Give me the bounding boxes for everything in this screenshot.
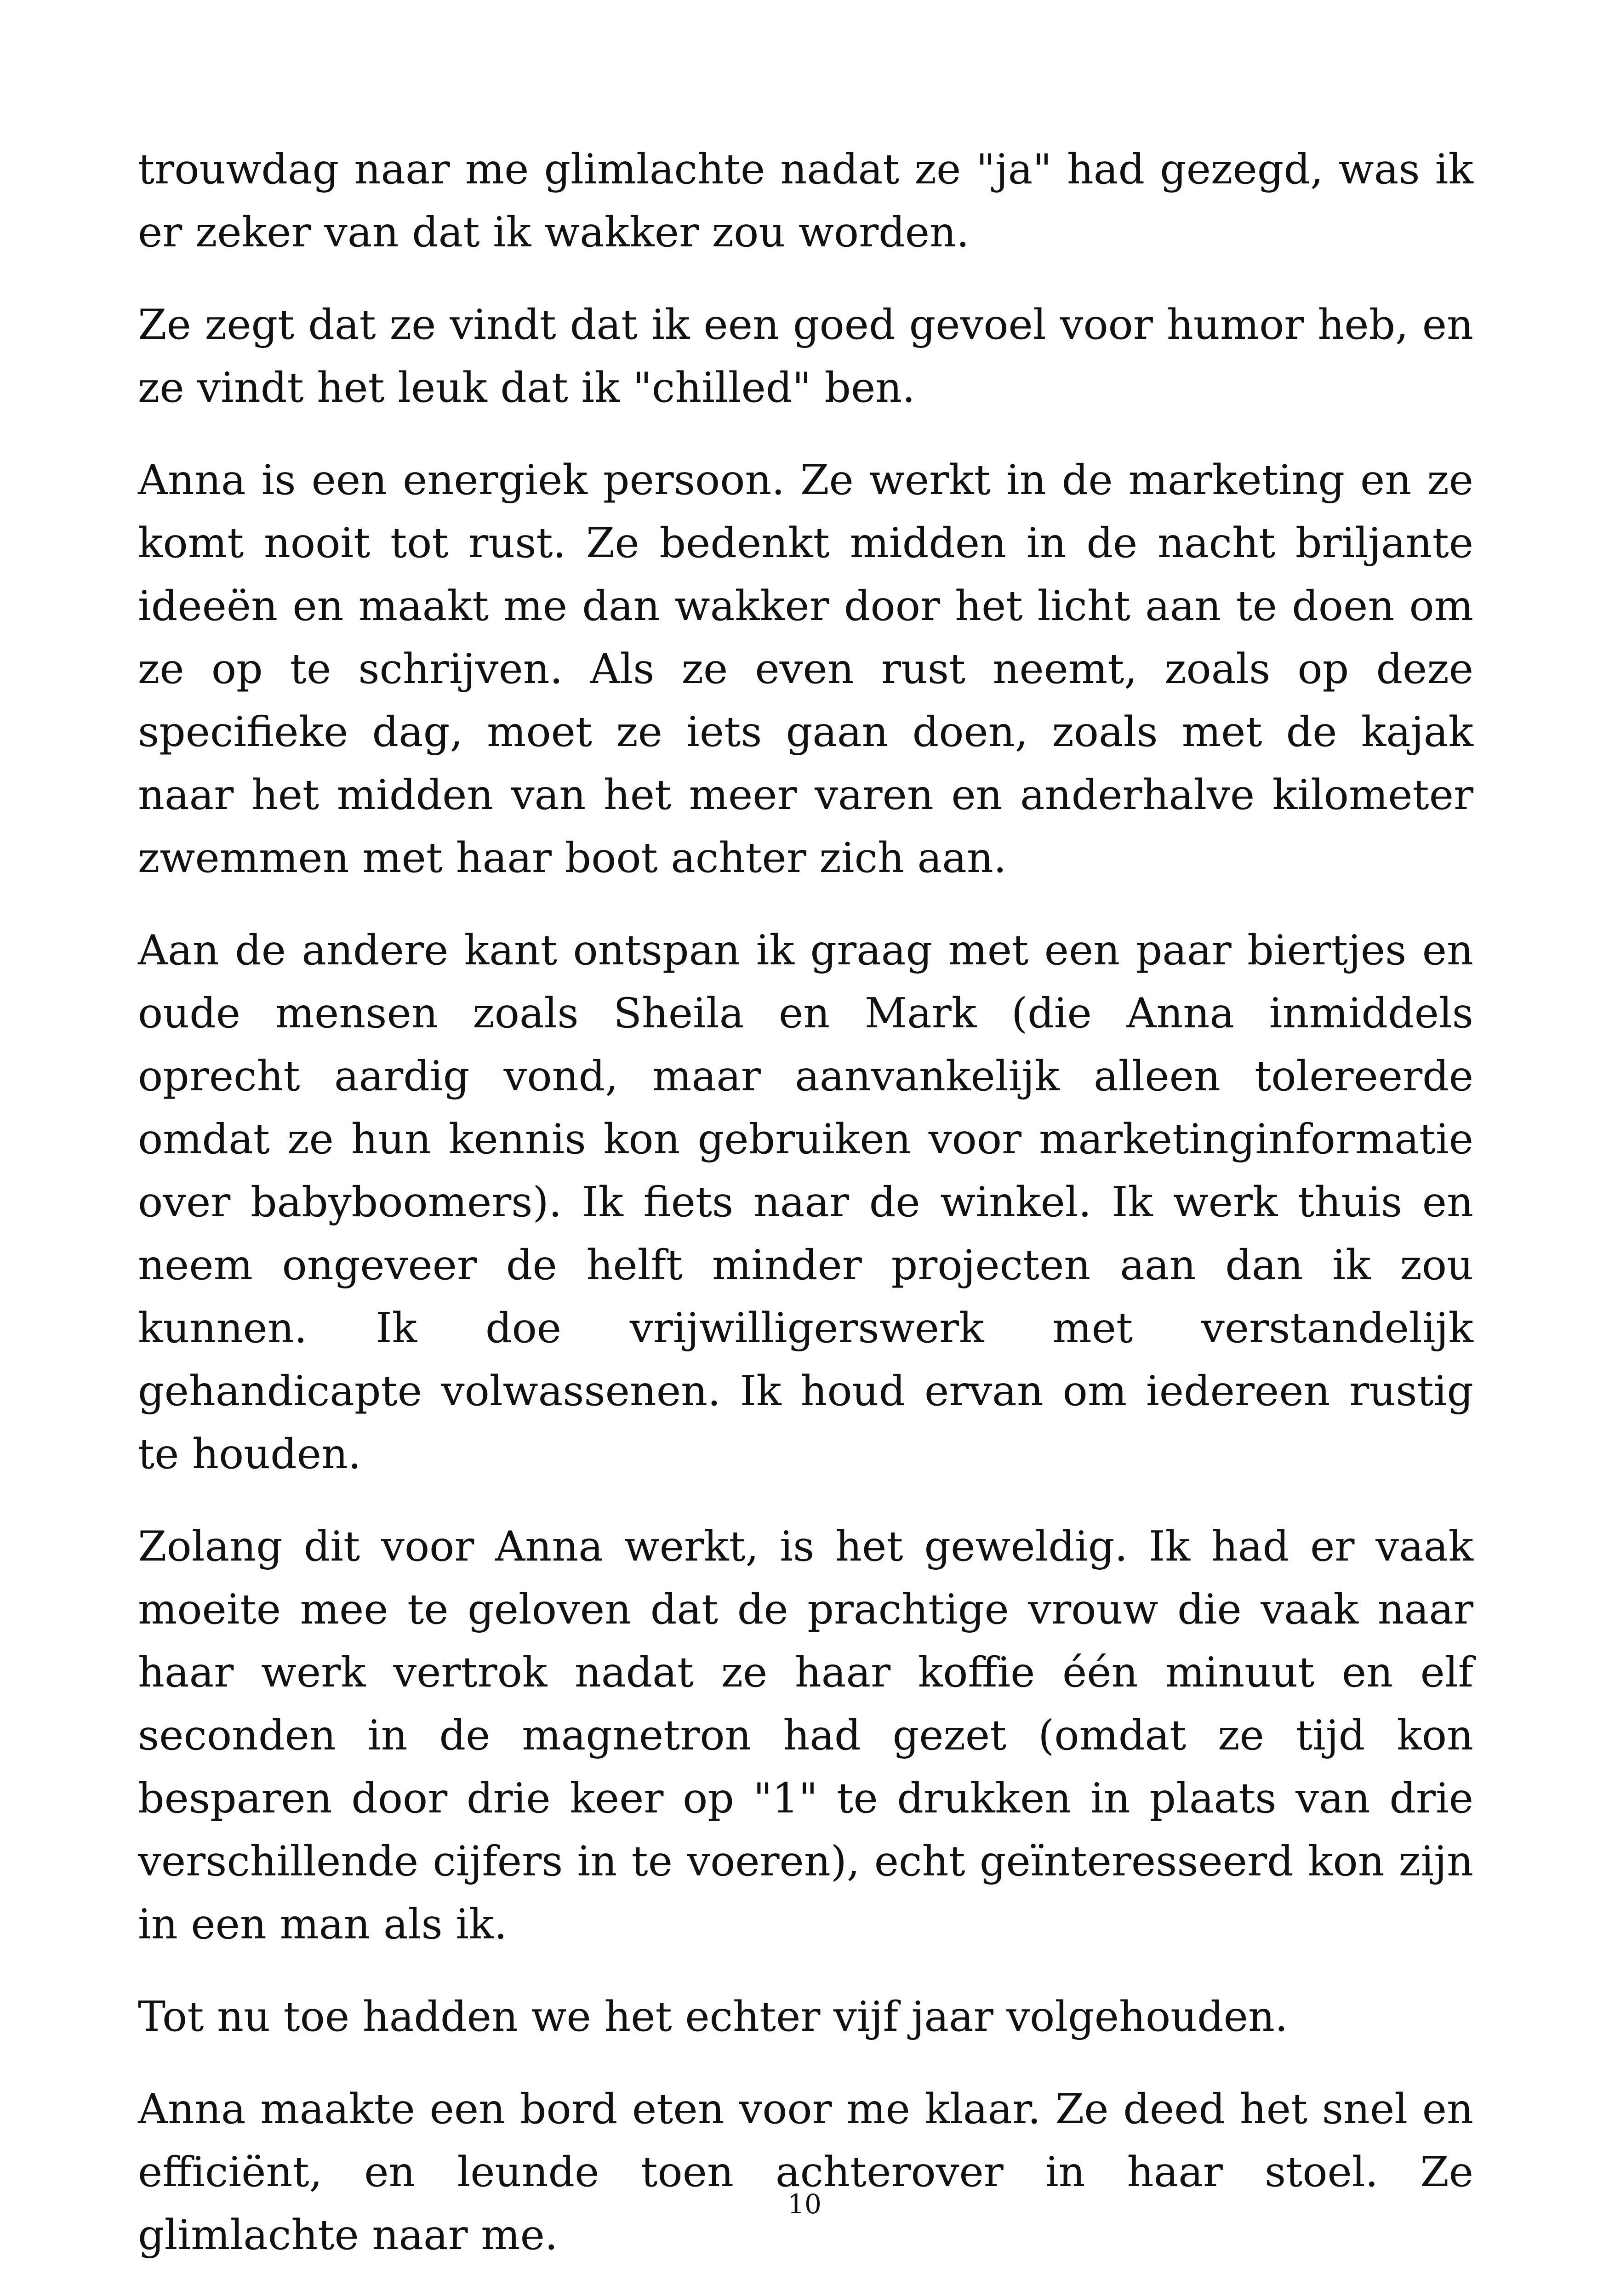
paragraph: trouwdag naar me glimlachte nadat ze "ja" had gezegd, was ik er zeker van dat ik wakker zou worden. <box>138 145 1473 256</box>
paragraph: Aan de andere kant ontspan ik graag met een paar biertjes en oude mensen zoals Sheila en Mark (die Anna inmiddels oprecht aardig vond, maar aanvankelijk alleen tolereerde omdat ze hun kennis kon gebruiken voor marketinginformatie over babyboomers). Ik fiets naar de winkel. Ik werk thuis en neem ongeveer de helft minder projecten aan dan ik zou kunnen. Ik doe vrijwilligerswerk met verstandelijk gehandicapte volwassenen. Ik houd ervan om iedereen rustig te houden. <box>138 926 1473 1478</box>
body-text <box>138 138 1473 2296</box>
paragraph: Anna is een energiek persoon. Ze werkt in de marketing en ze komt nooit tot rust. Ze bedenkt midden in de nacht briljante ideeën en maakt me dan wakker door het licht aan te doen om ze op te schrijven. Als ze even rust neemt, zoals op deze specifieke dag, moet ze iets gaan doen, zoals met de kajak naar het midden van het meer varen en anderhalve kilometer zwemmen met haar boot achter zich aan. <box>138 456 1473 882</box>
paragraph: Anna maakte een bord eten voor me klaar. Ze deed het snel en efficiënt, en leunde toen achterover in haar stoel. Ze glimlachte naar me. <box>138 2085 1473 2259</box>
paragraph: Ze zegt dat ze vindt dat ik een goed gevoel voor humor heb, en ze vindt het leuk dat ik "chilled" ben. <box>138 301 1473 412</box>
page-number: 10 <box>787 2188 822 2220</box>
paragraph: Zolang dit voor Anna werkt, is het geweldig. Ik had er vaak moeite mee te geloven dat de prachtige vrouw die vaak naar haar werk vertrok nadat ze haar koffie één minuut en elf seconden in de magnetron had gezet (omdat ze tijd kon besparen door drie keer op "1" te drukken in plaats van drie verschillende cijfers in te voeren), echt geïnteresseerd kon zijn in een man als ik. <box>138 1522 1473 1948</box>
paragraph: Tot nu toe hadden we het echter vijf jaar volgehouden. <box>138 1993 1288 2041</box>
